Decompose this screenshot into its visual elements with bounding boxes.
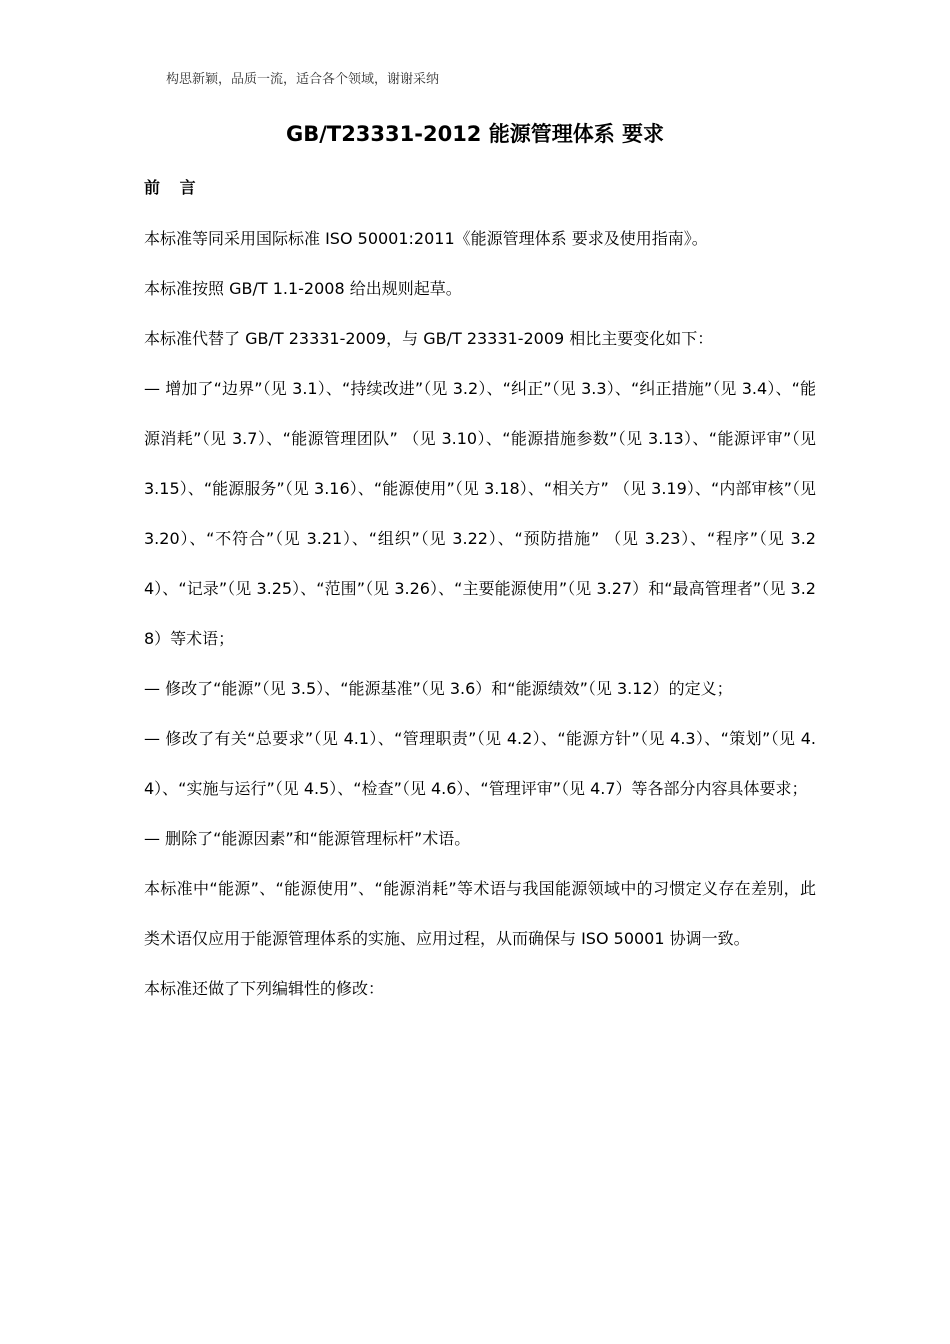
list-item-modified-definitions: — 修改了“能源”（见 3.5）、“能源基准”（见 3.6）和“能源绩效”（见 3.12）的定义； <box>144 679 733 698</box>
paragraph-adoption: 本标准等同采用国际标准 ISO 50001:2011《能源管理体系 要求及使用指南》。 <box>144 229 708 248</box>
paragraph-terminology-note: 本标准中“能源”、“能源使用”、“能源消耗”等术语与我国能源领域中的习惯定义存在差别，此类术语仅应用于能源管理体系的实施、应用过程，从而确保与 ISO 50001 协调一致。 <box>144 879 816 948</box>
header-note: 构思新颖，品质一流，适合各个领域，谢谢采纳 <box>166 72 440 87</box>
paragraph-replacement: 本标准代替了 GB/T 23331-2009，与 GB/T 23331-2009 相比主要变化如下： <box>144 329 714 348</box>
list-item-modified-requirements: — 修改了有关“总要求”（见 4.1）、“管理职责”（见 4.2）、“能源方针”（见 4.3）、“策划”（见 4.4）、“实施与运行”（见 4.5）、“检查”（见 4.6）、“管理评审”（见 4.7）等各部分内容具体要求； <box>144 729 816 798</box>
paragraph-drafting-rules: 本标准按照 GB/T 1.1-2008 给出规则起草。 <box>144 279 462 298</box>
list-item-added-terms: — 增加了“边界”（见 3.1）、“持续改进”（见 3.2）、“纠正”（见 3.3）、“纠正措施”（见 3.4）、“能源消耗”（见 3.7）、“能源管理团队” （见 3.10）、“能源措施参数”（见 3.13）、“能源评审”（见 3.15）、“能源服务”（见 3.16）、“能源使用”（见 3.18）、“相关方” （见 3.19）、“内部审核”（见 3.20）、“不符合”（见 3.21）、“组织”（见 3.22）、“预防措施” （见 3.23）、“程序”（见 3.24）、“记录”（见 3.25）、“范围”（见 3.26）、“主要能源使用”（见 3.27）和“最高管理者”（见 3.28）等术语； <box>144 379 816 648</box>
paragraph-editorial-changes: 本标准还做了下列编辑性的修改： <box>144 979 385 998</box>
section-heading-foreword: 前 言 <box>144 178 196 197</box>
list-item-deleted-terms: — 删除了“能源因素”和“能源管理标杆”术语。 <box>144 829 471 848</box>
document-title: GB/T23331-2012 能源管理体系 要求 <box>285 122 665 146</box>
body-text <box>144 214 816 1014</box>
